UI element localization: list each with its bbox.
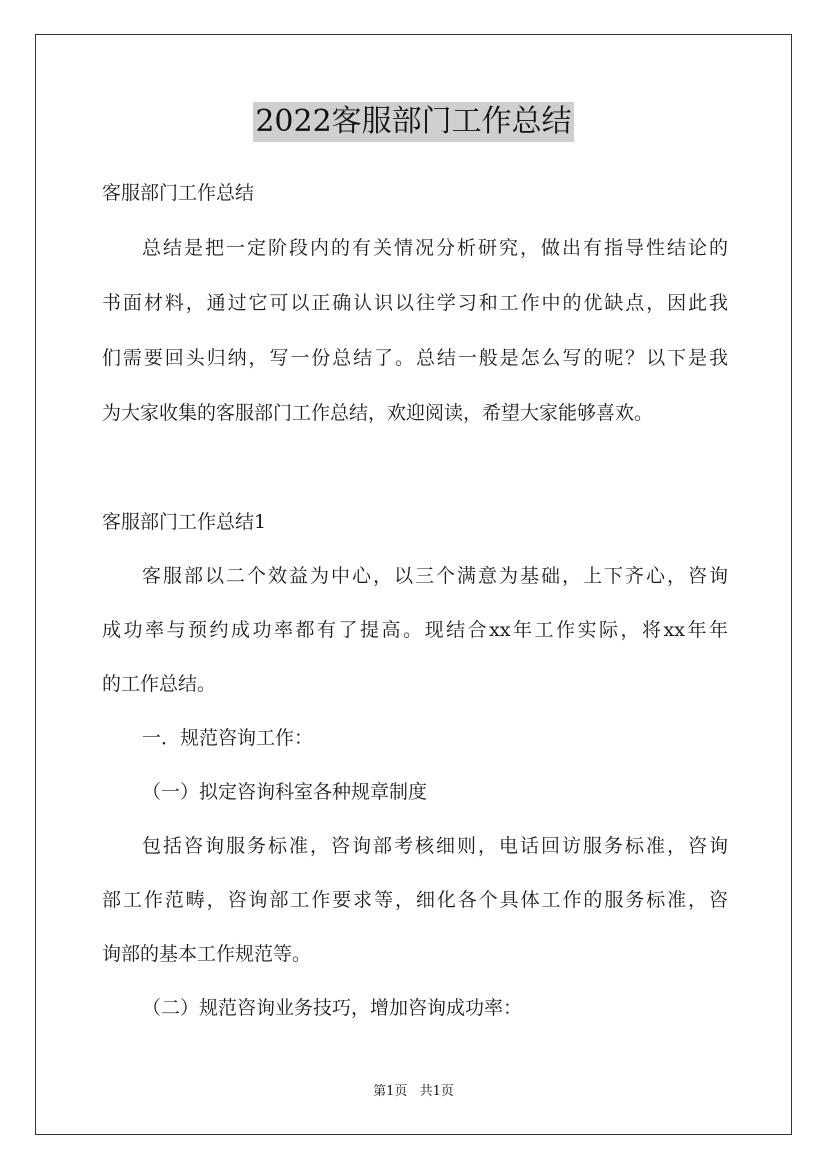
page-footer [0,1084,827,1100]
paragraph-line: 客服部以二个效益为中心，以三个满意为基础，上下齐心，咨询 [142,565,728,587]
paragraph-line: 询部的基本工作规范等。 [102,943,312,965]
paragraph-line: 包括咨询服务标准，咨询部考核细则，电话回访服务标准，咨询 [142,835,728,857]
page-number: 第1页 [373,1084,408,1099]
section-heading: 客服部门工作总结 [102,182,255,204]
list-heading: 一．规范咨询工作： [142,727,314,749]
paragraph-line: 部工作范畴，咨询部工作要求等，细化各个具体工作的服务标准，咨 [102,889,728,911]
paragraph-line: 总结是把一定阶段内的有关情况分析研究，做出有指导性结论的 [142,237,728,259]
document-title: 2022客服部门工作总结 [253,102,573,142]
list-subheading: （二）规范咨询业务技巧，增加咨询成功率： [142,997,523,1019]
paragraph-line: 的工作总结。 [102,673,217,695]
paragraph-line: 书面材料，通过它可以正确认识以往学习和工作中的优缺点，因此我 [102,292,728,314]
page-total: 共1页 [419,1084,454,1099]
paragraph-line: 为大家收集的客服部门工作总结，欢迎阅读，希望大家能够喜欢。 [102,402,654,424]
title-wrap [0,102,827,142]
section-heading: 客服部门工作总结1 [102,511,267,533]
list-subheading: （一）拟定咨询科室各种规章制度 [142,781,428,803]
paragraph-line: 成功率与预约成功率都有了提高。现结合xx年工作实际，将xx年年 [102,619,728,641]
paragraph-line: 们需要回头归纳，写一份总结了。总结一般是怎么写的呢？以下是我 [102,347,728,369]
